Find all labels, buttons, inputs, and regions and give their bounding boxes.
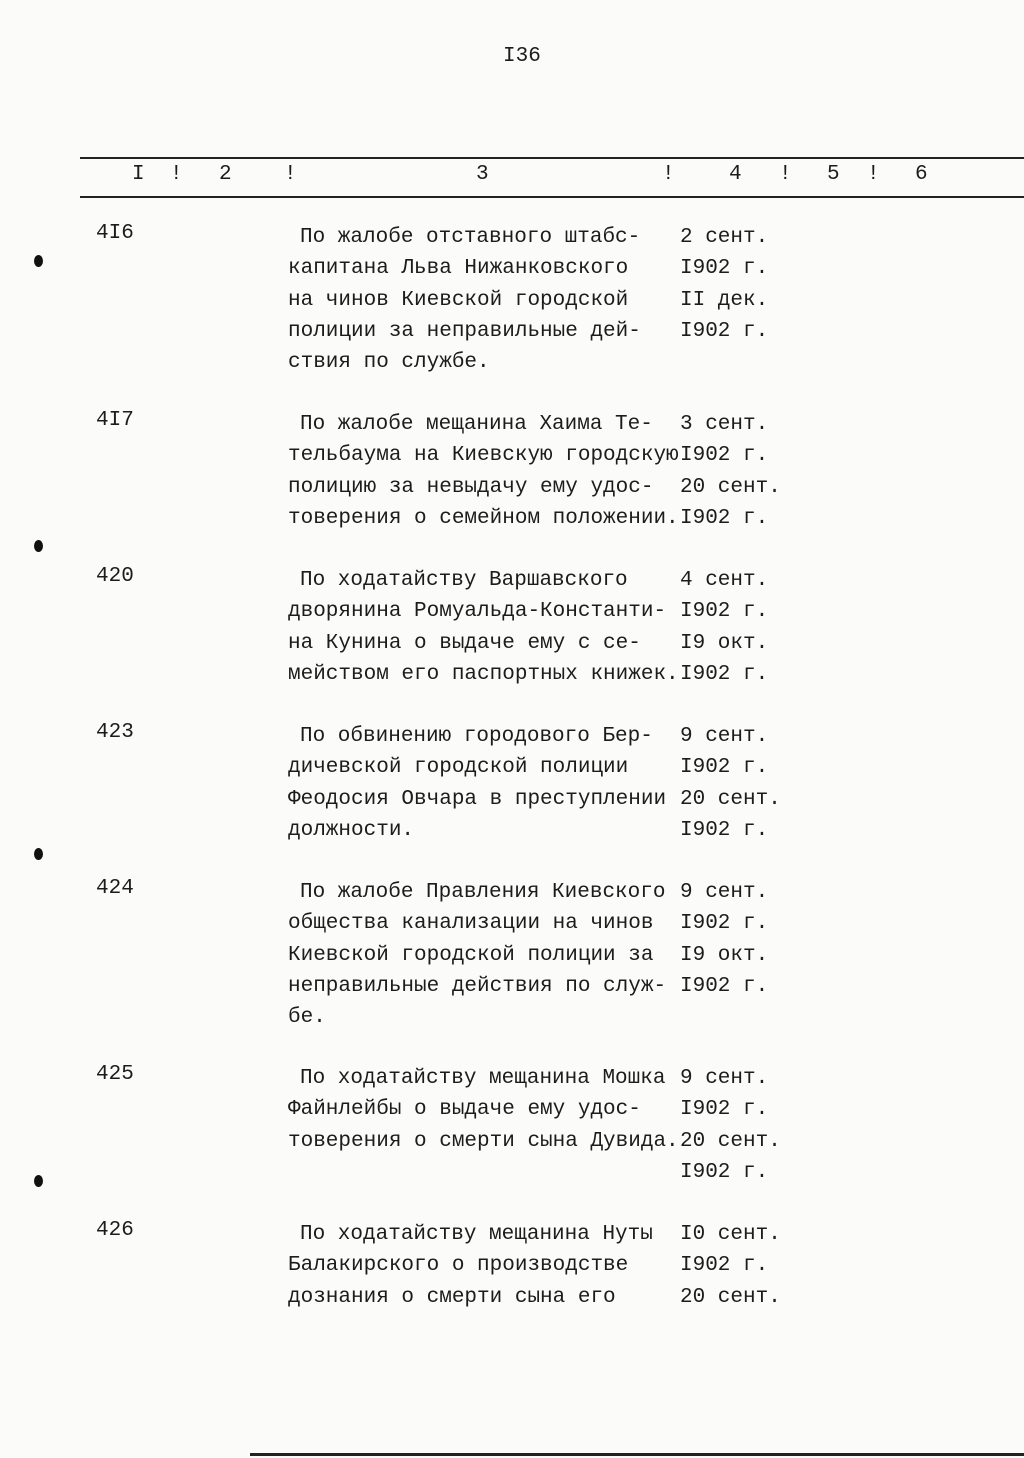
description-line: мейством его паспортных книжек. (288, 662, 679, 686)
description-line: бе. (288, 1006, 326, 1030)
description-line: По ходатайству Варшавского (300, 569, 628, 592)
header-sep: ! (284, 163, 297, 186)
record-description (288, 409, 679, 534)
header-col-4: 4 (729, 163, 742, 186)
date-line: II дек. (680, 288, 769, 312)
binding-hole-mark (34, 255, 43, 267)
page-bottom-rule (250, 1453, 1024, 1456)
description-line: капитана Льва Нижанковского (288, 257, 629, 281)
description-line: на Кунина о выдаче ему с се- (288, 631, 641, 655)
description-line: товерения о семейном положении. (288, 506, 679, 530)
record-dates (680, 565, 768, 690)
record-description (288, 721, 666, 846)
description-line: Файнлейбы о выдаче ему удос- (288, 1098, 641, 1122)
description-line: полицию за невыдачу ему удос- (288, 475, 654, 499)
description-line: общества канализации на чинов (288, 912, 654, 936)
date-line: I902 г. (680, 1098, 769, 1122)
record-dates (680, 721, 781, 846)
record-description (288, 222, 641, 378)
description-line: Феодосия Овчара в преступлении (288, 787, 667, 811)
date-line: I902 г. (680, 444, 769, 468)
date-line: I0 сент. (680, 1223, 781, 1246)
record-number: 4I6 (96, 222, 134, 245)
description-line: По обвинению городового Бер- (300, 725, 653, 748)
record-number: 420 (96, 565, 134, 588)
record-description (288, 877, 666, 1033)
date-line: I902 г. (680, 818, 769, 842)
header-sep: ! (662, 163, 675, 186)
binding-hole-mark (34, 848, 43, 860)
date-line: 20 сент. (680, 1285, 781, 1309)
date-line: I902 г. (680, 912, 769, 936)
record-dates (680, 1063, 781, 1188)
description-line: товерения о смерти сына Дувида. (288, 1129, 679, 1153)
date-line: I902 г. (680, 974, 769, 998)
record-number: 423 (96, 721, 134, 744)
description-line: Балакирского о производстве (288, 1254, 629, 1278)
date-line: 3 сент. (680, 413, 769, 436)
date-line: I902 г. (680, 662, 769, 686)
header-sep: ! (779, 163, 792, 186)
date-line: I902 г. (680, 506, 769, 530)
date-line: 20 сент. (680, 475, 781, 499)
header-col-3: 3 (476, 163, 489, 186)
record-number: 424 (96, 877, 134, 900)
date-line: I902 г. (680, 756, 769, 780)
table-top-rule (80, 157, 1024, 159)
date-line: I9 окт. (680, 943, 769, 967)
binding-hole-mark (34, 1175, 43, 1187)
date-line: 9 сент. (680, 725, 769, 748)
description-line: неправильные действия по служ- (288, 974, 667, 998)
description-line: дворянина Ромуальда-Константи- (288, 600, 667, 624)
description-line: на чинов Киевской городской (288, 288, 629, 312)
description-line: По ходатайству мещанина Мошка (300, 1067, 666, 1090)
record-dates (680, 1219, 781, 1313)
record-dates (680, 877, 768, 1002)
description-line: По ходатайству мещанина Нуты (300, 1223, 653, 1246)
table-header-rule (80, 196, 1024, 198)
binding-hole-mark (34, 540, 43, 552)
date-line: I902 г. (680, 1160, 769, 1184)
date-line: I902 г. (680, 257, 769, 281)
date-line: I902 г. (680, 1254, 769, 1278)
date-line: 9 сент. (680, 881, 769, 904)
date-line: 20 сент. (680, 1129, 781, 1153)
description-line: По жалобе Правления Киевского (300, 881, 666, 904)
description-line: дичевской городской полиции (288, 756, 629, 780)
record-description (288, 565, 679, 690)
description-line: По жалобе отставного штабс- (300, 226, 641, 249)
description-line: полиции за неправильные дей- (288, 319, 641, 343)
header-col-1: I (132, 163, 145, 186)
date-line: 20 сент. (680, 787, 781, 811)
header-sep: ! (867, 163, 880, 186)
header-col-6: 6 (915, 163, 928, 186)
record-description (288, 1063, 679, 1157)
date-line: I902 г. (680, 600, 769, 624)
description-line: должности. (288, 818, 415, 842)
record-dates (680, 222, 768, 347)
header-col-2: 2 (219, 163, 232, 186)
header-col-5: 5 (827, 163, 840, 186)
record-description (288, 1219, 653, 1313)
description-line: По жалобе мещанина Хаима Те- (300, 413, 653, 436)
date-line: 4 сент. (680, 569, 769, 592)
description-line: дознания о смерти сына его (288, 1285, 616, 1309)
date-line: I9 окт. (680, 631, 769, 655)
date-line: 9 сент. (680, 1067, 769, 1090)
record-dates (680, 409, 781, 534)
record-number: 4I7 (96, 409, 134, 432)
description-line: Киевской городской полиции за (288, 943, 654, 967)
description-line: тельбаума на Киевскую городскую (288, 444, 679, 468)
date-line: 2 сент. (680, 226, 769, 249)
header-sep: ! (170, 163, 183, 186)
description-line: ствия по службе. (288, 351, 490, 375)
record-number: 425 (96, 1063, 134, 1086)
date-line: I902 г. (680, 319, 769, 343)
page-number: I36 (503, 45, 541, 68)
record-number: 426 (96, 1219, 134, 1242)
